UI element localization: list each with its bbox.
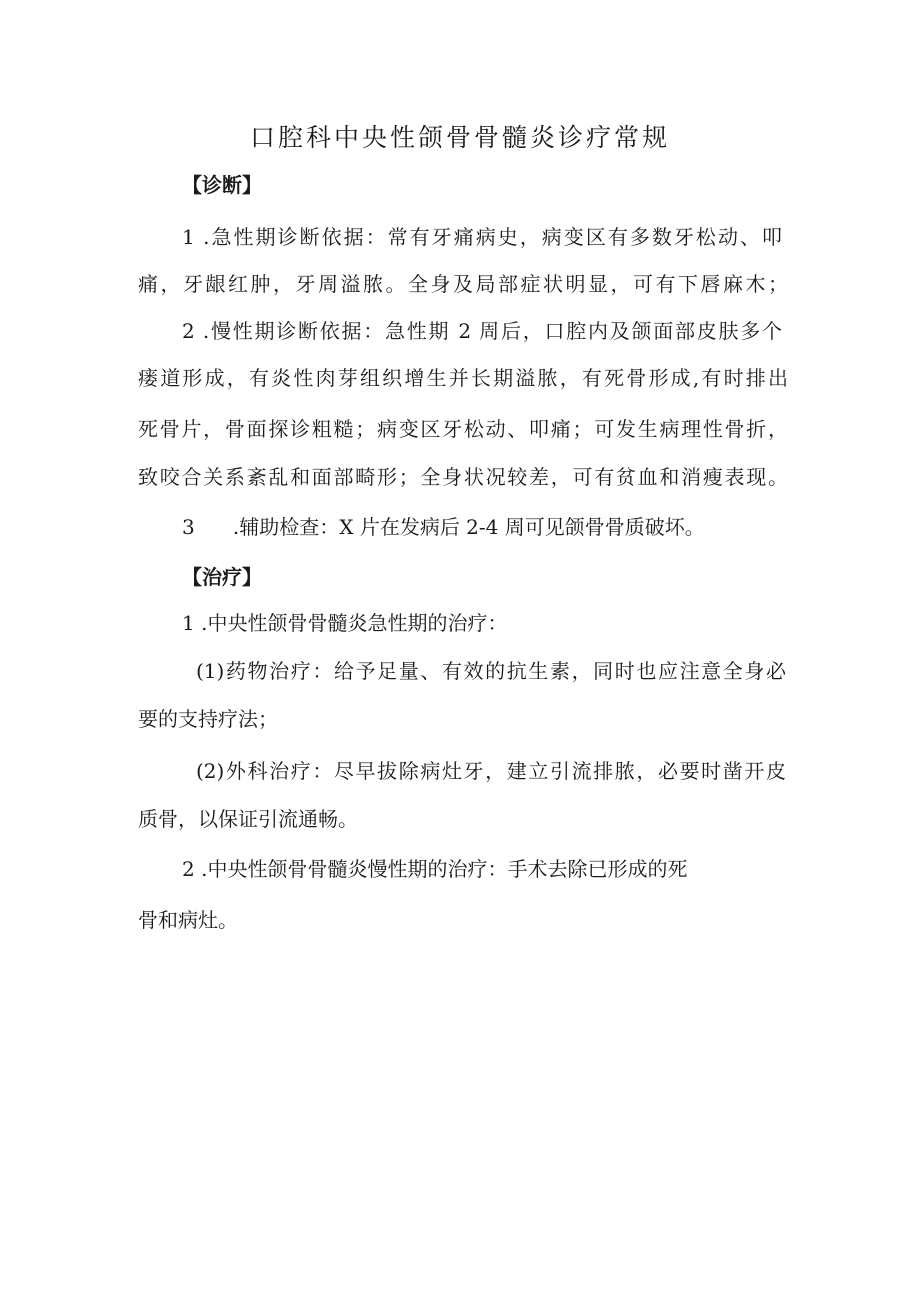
treatment-line-3: 要的支持疗法； xyxy=(138,707,278,731)
section-heading-diagnosis: 【诊断】 xyxy=(182,173,262,197)
diagnosis-line-7: 3 .辅助检查：X 片在发病后 2-4 周可见颌骨骨质破坏。 xyxy=(182,515,705,539)
diagnosis-line-5: 死骨片，骨面探诊粗糙；病变区牙松动、叩痛；可发生病理性骨折， xyxy=(138,417,788,441)
treatment-line-6: 2 .中央性颌骨骨髓炎慢性期的治疗：手术去除已形成的死 xyxy=(182,857,688,881)
diagnosis-line-3: 2 .慢性期诊断依据：急性期 2 周后，口腔内及颌面部皮肤多个 xyxy=(182,319,782,343)
treatment-line-2: (1)药物治疗：给予足量、有效的抗生素，同时也应注意全身必 xyxy=(196,659,786,683)
diagnosis-line-1: 1 .急性期诊断依据：常有牙痛病史，病变区有多数牙松动、叩 xyxy=(182,225,782,249)
section-heading-treatment: 【治疗】 xyxy=(182,565,262,589)
treatment-line-5: 质骨，以保证引流通畅。 xyxy=(138,807,358,831)
treatment-line-1: 1 .中央性颌骨骨髓炎急性期的治疗： xyxy=(182,611,508,635)
document-title: 口腔科中央性颌骨骨髓炎诊疗常规 xyxy=(249,123,670,152)
diagnosis-line-6: 致咬合关系紊乱和面部畸形；全身状况较差，可有贫血和消瘦表现。 xyxy=(138,465,788,489)
treatment-line-7: 骨和病灶。 xyxy=(138,908,238,932)
treatment-line-4: (2)外科治疗：尽早拔除病灶牙，建立引流排脓，必要时凿开皮 xyxy=(196,759,786,783)
diagnosis-line-2: 痛，牙龈红肿，牙周溢脓。全身及局部症状明显，可有下唇麻木； xyxy=(138,272,788,296)
diagnosis-line-4: 瘘道形成，有炎性肉芽组织增生并长期溢脓，有死骨形成,有时排出 xyxy=(138,366,788,390)
